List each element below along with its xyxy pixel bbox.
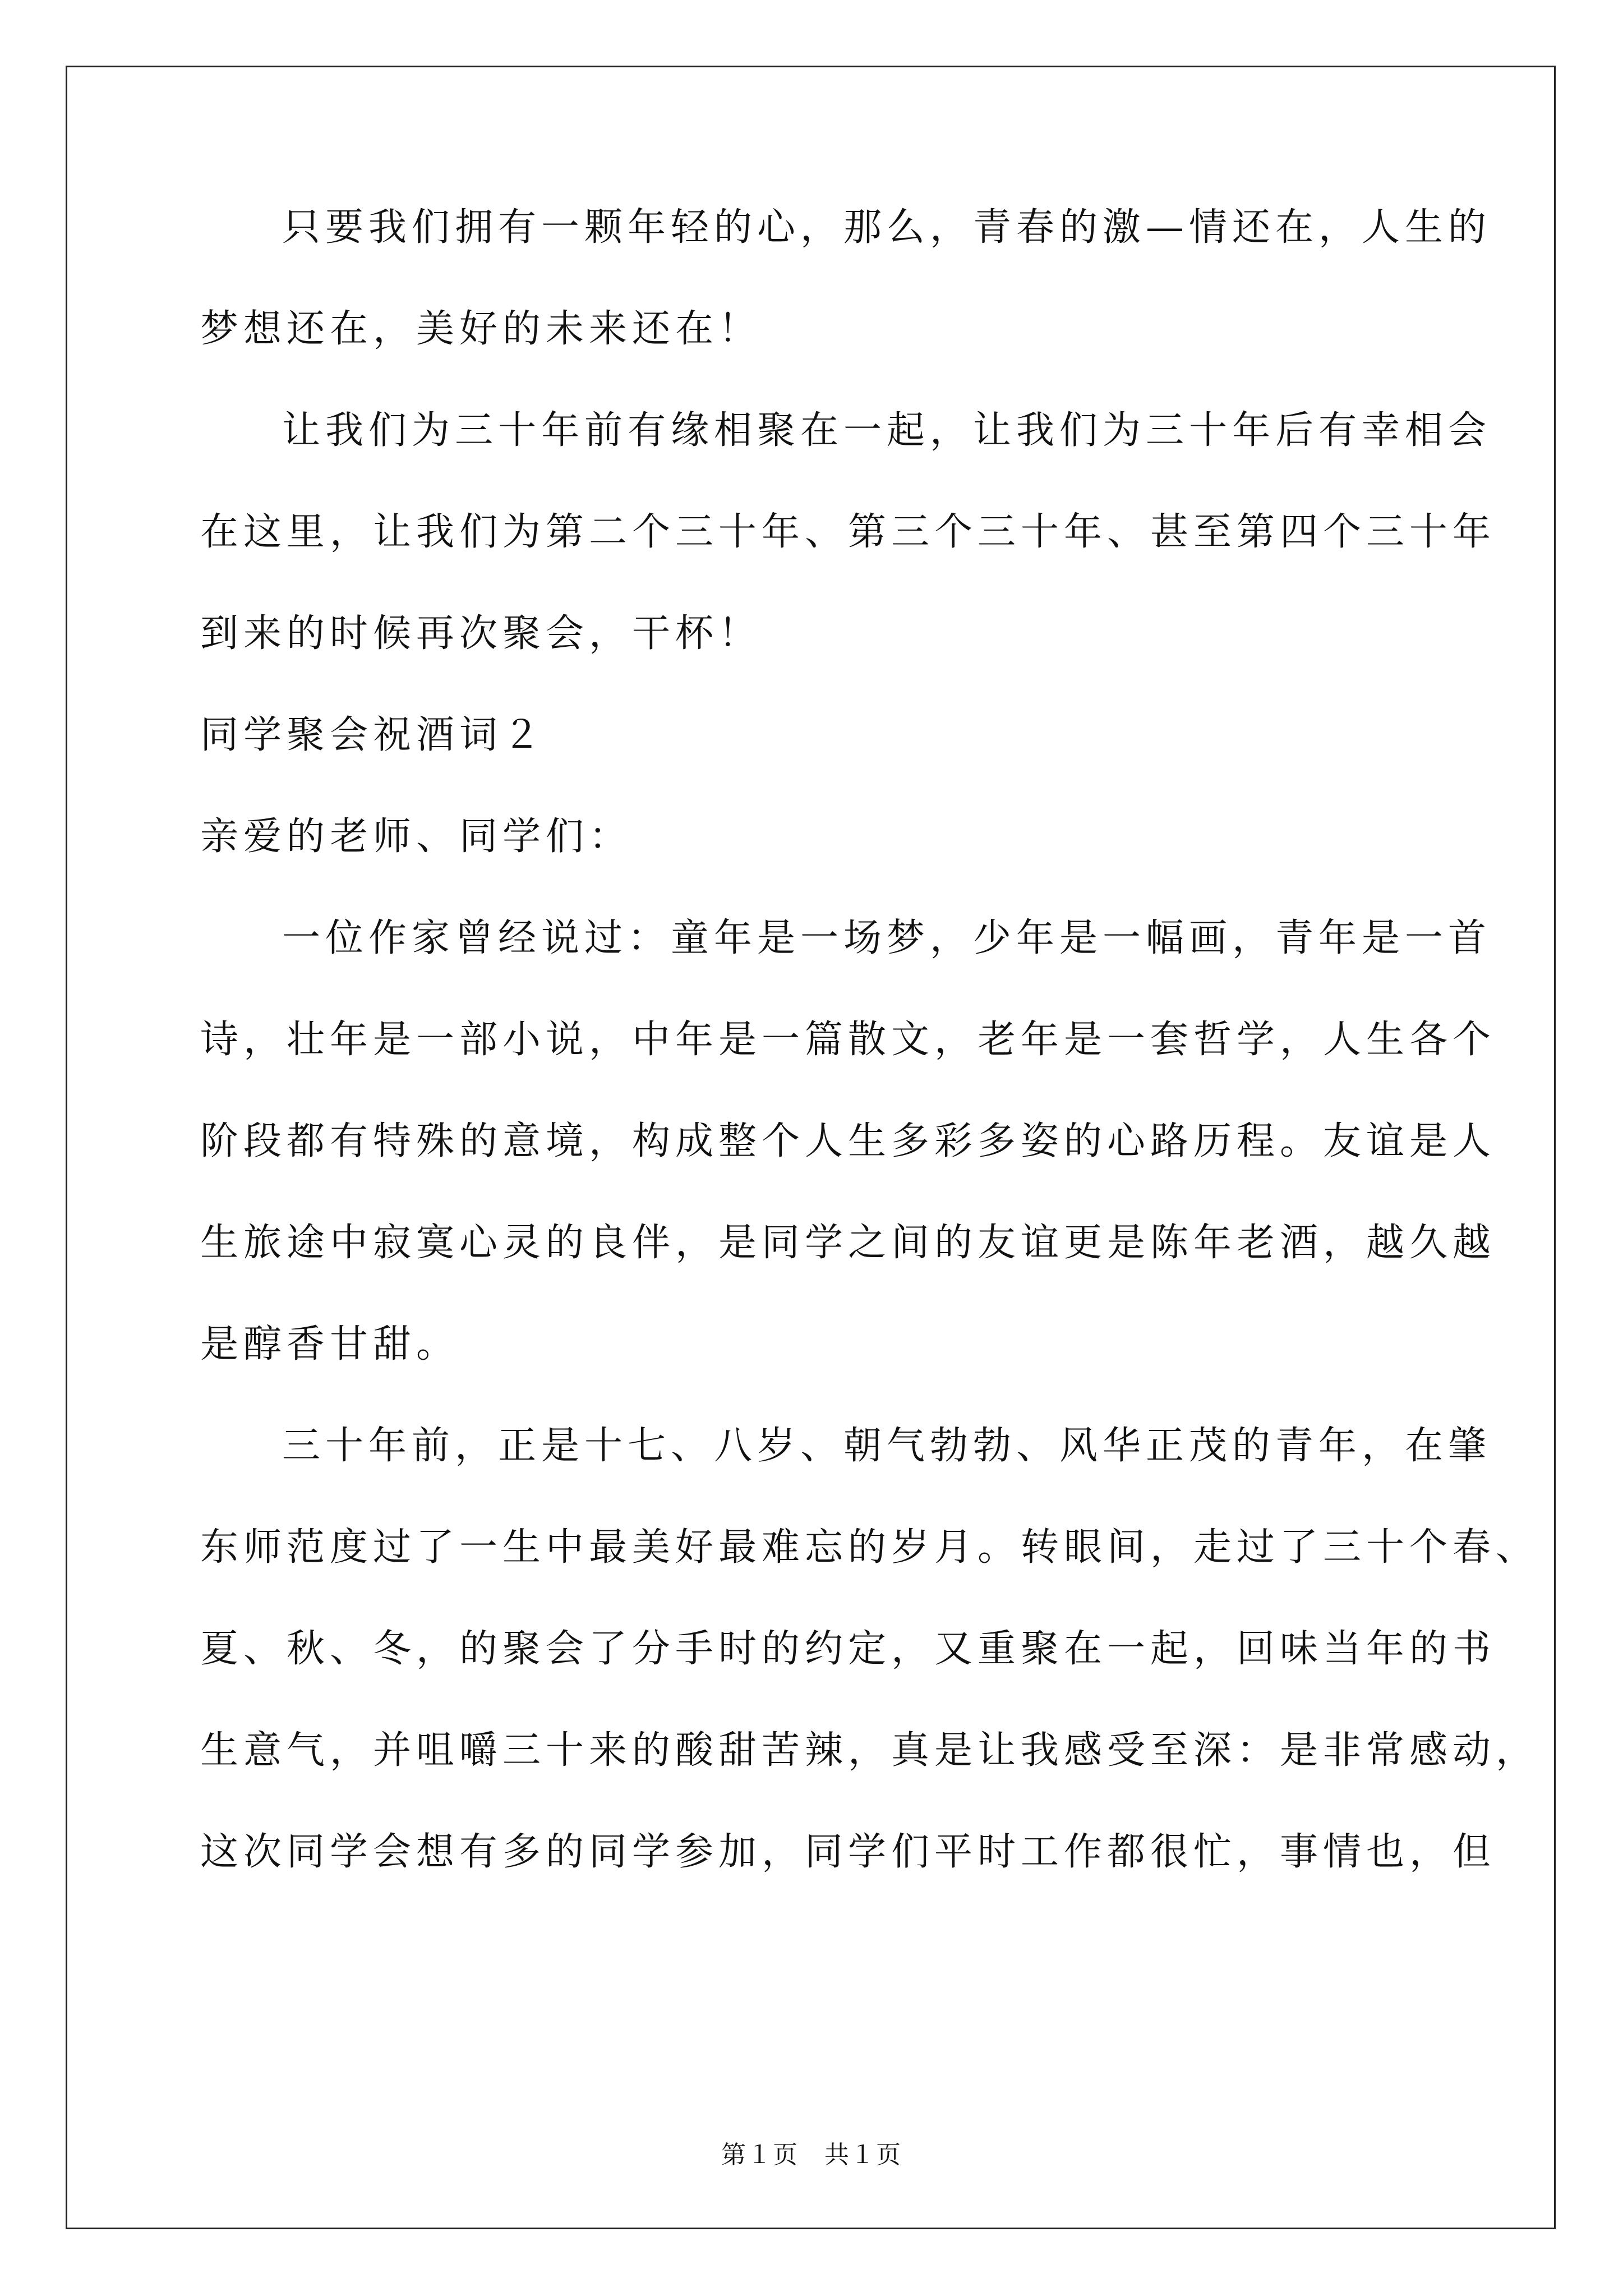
paragraph-line: 到来的时候再次聚会，干杯！	[200, 611, 762, 656]
paragraph-line: 夏、秋、冬，的聚会了分手时的约定，又重聚在一起，回味当年的书	[200, 1627, 1496, 1671]
paragraph-line: 三十年前，正是十七、八岁、朝气勃勃、风华正茂的青年，在肇	[282, 1424, 1492, 1468]
section-heading: 同学聚会祝酒词２	[200, 713, 546, 757]
paragraph-line: 诗，壮年是一部小说，中年是一篇散文，老年是一套哲学，人生各个	[200, 1018, 1496, 1062]
paragraph-line: 梦想还在，美好的未来还在！	[200, 307, 762, 351]
salutation: 亲爱的老师、同学们：	[200, 815, 633, 859]
page-footer: 第１页 共１页	[721, 2141, 902, 2169]
paragraph-line: 只要我们拥有一颗年轻的心，那么，青春的激—情还在，人生的	[282, 205, 1492, 250]
paragraph-line: 阶段都有特殊的意境，构成整个人生多彩多姿的心路历程。友谊是人	[200, 1119, 1496, 1163]
paragraph-line: 是醇香甘甜。	[200, 1322, 460, 1366]
paragraph-line: 这次同学会想有多的同学参加，同学们平时工作都很忙，事情也，但	[200, 1830, 1496, 1874]
paragraph-line: 让我们为三十年前有缘相聚在一起，让我们为三十年后有幸相会	[282, 408, 1492, 453]
paragraph-line: 东师范度过了一生中最美好最难忘的岁月。转眼间，走过了三十个春、	[200, 1525, 1539, 1570]
paragraph-line: 在这里，让我们为第二个三十年、第三个三十年、甚至第四个三十年	[200, 510, 1496, 554]
document-body	[200, 205, 1539, 1935]
paragraph-line: 生意气，并咀嚼三十来的酸甜苦辣，真是让我感受至深：是非常感动，	[200, 1728, 1539, 1773]
paragraph-line: 生旅途中寂寞心灵的良伴，是同学之间的友谊更是陈年老酒，越久越	[200, 1221, 1496, 1265]
paragraph-line: 一位作家曾经说过：童年是一场梦，少年是一幅画，青年是一首	[282, 916, 1492, 960]
